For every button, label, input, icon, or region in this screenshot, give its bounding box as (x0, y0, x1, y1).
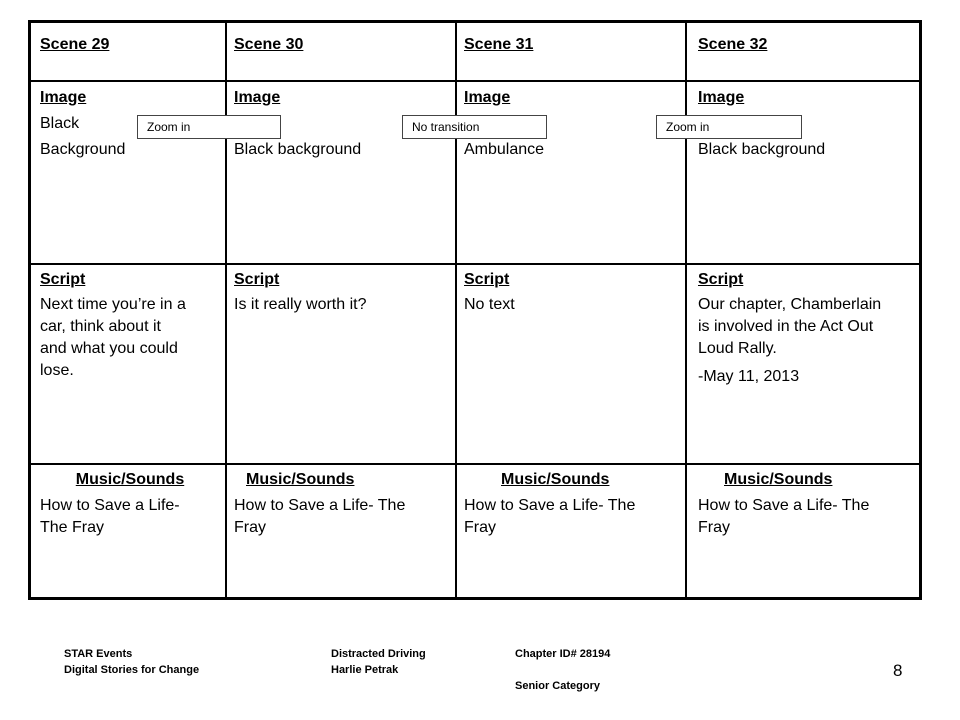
scene-header (698, 35, 918, 54)
music-cell (698, 470, 918, 539)
footer-text: Chapter ID# 28194 (515, 648, 611, 660)
script-cell (234, 270, 449, 316)
row-divider (31, 463, 919, 465)
music-text (234, 495, 449, 539)
transition-note: No transition (402, 115, 547, 139)
image-label: Image (464, 89, 511, 106)
music-line: How to Save a Life- The (464, 497, 636, 514)
scene-header (464, 35, 679, 54)
music-line: How to Save a Life- The (698, 497, 870, 514)
transition-note: Zoom in (137, 115, 281, 139)
image-label: Image (234, 89, 281, 106)
music-cell (40, 470, 220, 539)
footer-event (64, 646, 199, 678)
music-text (464, 495, 679, 539)
music-label: Music/Sounds (75, 471, 185, 488)
script-text (698, 294, 918, 388)
script-line: Loud Rally. (698, 340, 777, 357)
script-label: Script (698, 271, 744, 288)
image-label: Image (40, 89, 87, 106)
script-cell (698, 270, 918, 388)
script-line: Our chapter, Chamberlain (698, 296, 882, 313)
music-line: How to Save a Life- (40, 497, 180, 514)
scene-header (40, 35, 220, 54)
music-line: How to Save a Life- The (234, 497, 406, 514)
scene-title: Scene 30 (234, 36, 304, 53)
footer-text: Senior Category (515, 680, 600, 692)
footer-text: Digital Stories for Change (64, 664, 200, 676)
scene-header (234, 35, 449, 54)
music-text (40, 495, 220, 539)
music-label: Music/Sounds (501, 471, 610, 488)
music-line: Fray (234, 519, 266, 536)
scene-title: Scene 32 (698, 36, 768, 53)
image-text: Background (40, 141, 126, 158)
footer-topic (331, 646, 426, 678)
column-divider (685, 23, 687, 597)
footer-text: Distracted Driving (331, 648, 426, 660)
script-label: Script (234, 271, 280, 288)
image-text: Black (40, 115, 80, 132)
script-line: Is it really worth it? (234, 296, 367, 313)
script-line: is involved in the Act Out (698, 318, 874, 335)
script-text (234, 294, 449, 316)
footer-text: Harlie Petrak (331, 664, 399, 676)
transition-note: Zoom in (656, 115, 802, 139)
music-label: Music/Sounds (724, 471, 833, 488)
row-divider (31, 80, 919, 82)
script-label: Script (464, 271, 510, 288)
music-text (698, 495, 918, 539)
storyboard-table (28, 20, 922, 600)
music-cell (234, 470, 449, 539)
image-text: Ambulance (464, 141, 545, 158)
script-text (464, 294, 679, 316)
music-cell (464, 470, 679, 539)
script-label: Script (40, 271, 86, 288)
scene-title: Scene 29 (40, 36, 110, 53)
script-line: lose. (40, 362, 74, 379)
script-line: car, think about it (40, 318, 161, 335)
script-text (40, 294, 220, 382)
image-text: Black background (698, 141, 826, 158)
music-label: Music/Sounds (246, 471, 355, 488)
script-cell (464, 270, 679, 316)
script-line: and what you could (40, 340, 178, 357)
footer-text: STAR Events (64, 648, 133, 660)
script-line: -May 11, 2013 (698, 368, 800, 385)
music-line: Fray (464, 519, 496, 536)
scene-title: Scene 31 (464, 36, 534, 53)
script-line: Next time you’re in a (40, 296, 186, 313)
column-divider (455, 23, 457, 597)
image-label: Image (698, 89, 745, 106)
music-line: Fray (698, 519, 730, 536)
page-number: 8 (893, 661, 903, 680)
row-divider (31, 263, 919, 265)
music-line: The Fray (40, 519, 105, 536)
footer-chapter (515, 646, 610, 694)
image-text: Black background (234, 141, 362, 158)
script-cell (40, 270, 220, 382)
script-line: No text (464, 296, 515, 313)
column-divider (225, 23, 227, 597)
